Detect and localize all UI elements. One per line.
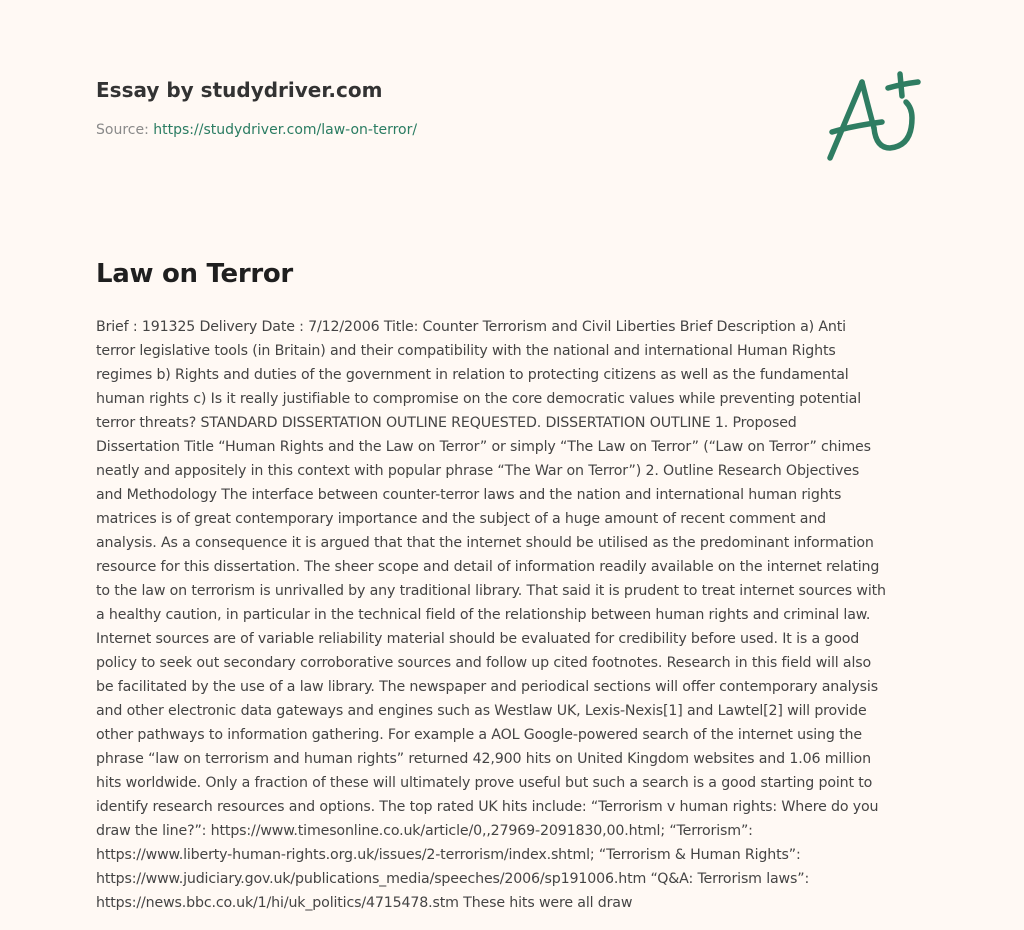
source-line <box>96 120 696 140</box>
essay-line: be facilitated by the use of a law library. The newspaper and periodical sections will offer contemporary analysis <box>96 679 878 695</box>
essay-line: to the law on terrorism is unrivalled by any traditional library. That said it is prudent to treat internet sources with <box>96 583 886 599</box>
essay-line: draw the line?”: https://www.timesonline.co.uk/article/0,,27969-2091830,00.html; “Terrorism”: <box>96 823 753 839</box>
essay-line: terror legislative tools (in Britain) and their compatibility with the national and international Human Rights <box>96 343 836 359</box>
source-label: Source: <box>96 122 149 138</box>
essay-line: identify research resources and options. The top rated UK hits include: “Terrorism v human rights: Where do you <box>96 799 879 815</box>
essay-line: hits worldwide. Only a fraction of these will ultimately prove useful but such a search is a good starting point to <box>96 775 873 791</box>
essay-line: and other electronic data gateways and engines such as Westlaw UK, Lexis-Nexis[1] and Lawtel[2] will provide <box>96 703 867 719</box>
a-plus-grade-icon <box>822 66 926 166</box>
essay-body <box>96 315 936 915</box>
essay-line: matrices is of great contemporary importance and the subject of a huge amount of recent comment and <box>96 511 827 527</box>
essay-line: other pathways to information gathering. For example a AOL Google-powered search of the internet using the <box>96 727 862 743</box>
essay-line: resource for this dissertation. The sheer scope and detail of information readily available on the internet relating <box>96 559 880 575</box>
source-link[interactable]: https://studydriver.com/law-on-terror/ <box>153 122 418 138</box>
essay-line: https://www.judiciary.gov.uk/publications_media/speeches/2006/sp191006.htm “Q&A: Terrorism laws”: <box>96 871 810 887</box>
essay-line: https://news.bbc.co.uk/1/hi/uk_politics/4715478.stm These hits were all draw <box>96 895 633 911</box>
essay-line: and Methodology The interface between counter-terror laws and the nation and international human rights <box>96 487 842 503</box>
essay-line: human rights c) Is it really justifiable to compromise on the core democratic values while preventing potential <box>96 391 862 407</box>
essay-line: phrase “law on terrorism and human rights” returned 42,900 hits on United Kingdom websites and 1.06 million <box>96 751 871 767</box>
essay-header <box>96 74 696 140</box>
essay-line: Dissertation Title “Human Rights and the Law on Terror” or simply “The Law on Terror” (“Law on Terror” chimes <box>96 439 871 455</box>
essay-line: policy to seek out secondary corroborative sources and follow up cited footnotes. Research in this field will also <box>96 655 872 671</box>
brand-title: Essay by studydriver.com <box>96 78 383 102</box>
essay-line: neatly and appositely in this context with popular phrase “The War on Terror”) 2. Outline Research Objectives <box>96 463 860 479</box>
page-title: Law on Terror <box>96 259 293 289</box>
essay-line: Brief : 191325 Delivery Date : 7/12/2006 Title: Counter Terrorism and Civil Liberties Brief Description a) Anti <box>96 319 846 335</box>
essay-line: analysis. As a consequence it is argued that that the internet should be utilised as the predominant information <box>96 535 874 551</box>
essay-line: a healthy caution, in particular in the technical field of the relationship between human rights and criminal law. <box>96 607 871 623</box>
essay-line: Internet sources are of variable reliability material should be evaluated for credibility before used. It is a good <box>96 631 860 647</box>
essay-line: regimes b) Rights and duties of the government in relation to protecting citizens as well as the fundamental <box>96 367 849 383</box>
essay-line: https://www.liberty-human-rights.org.uk/issues/2-terrorism/index.shtml; “Terrorism & Human Rights”: <box>96 847 801 863</box>
essay-line: terror threats? STANDARD DISSERTATION OUTLINE REQUESTED. DISSERTATION OUTLINE 1. Proposed <box>96 415 797 431</box>
